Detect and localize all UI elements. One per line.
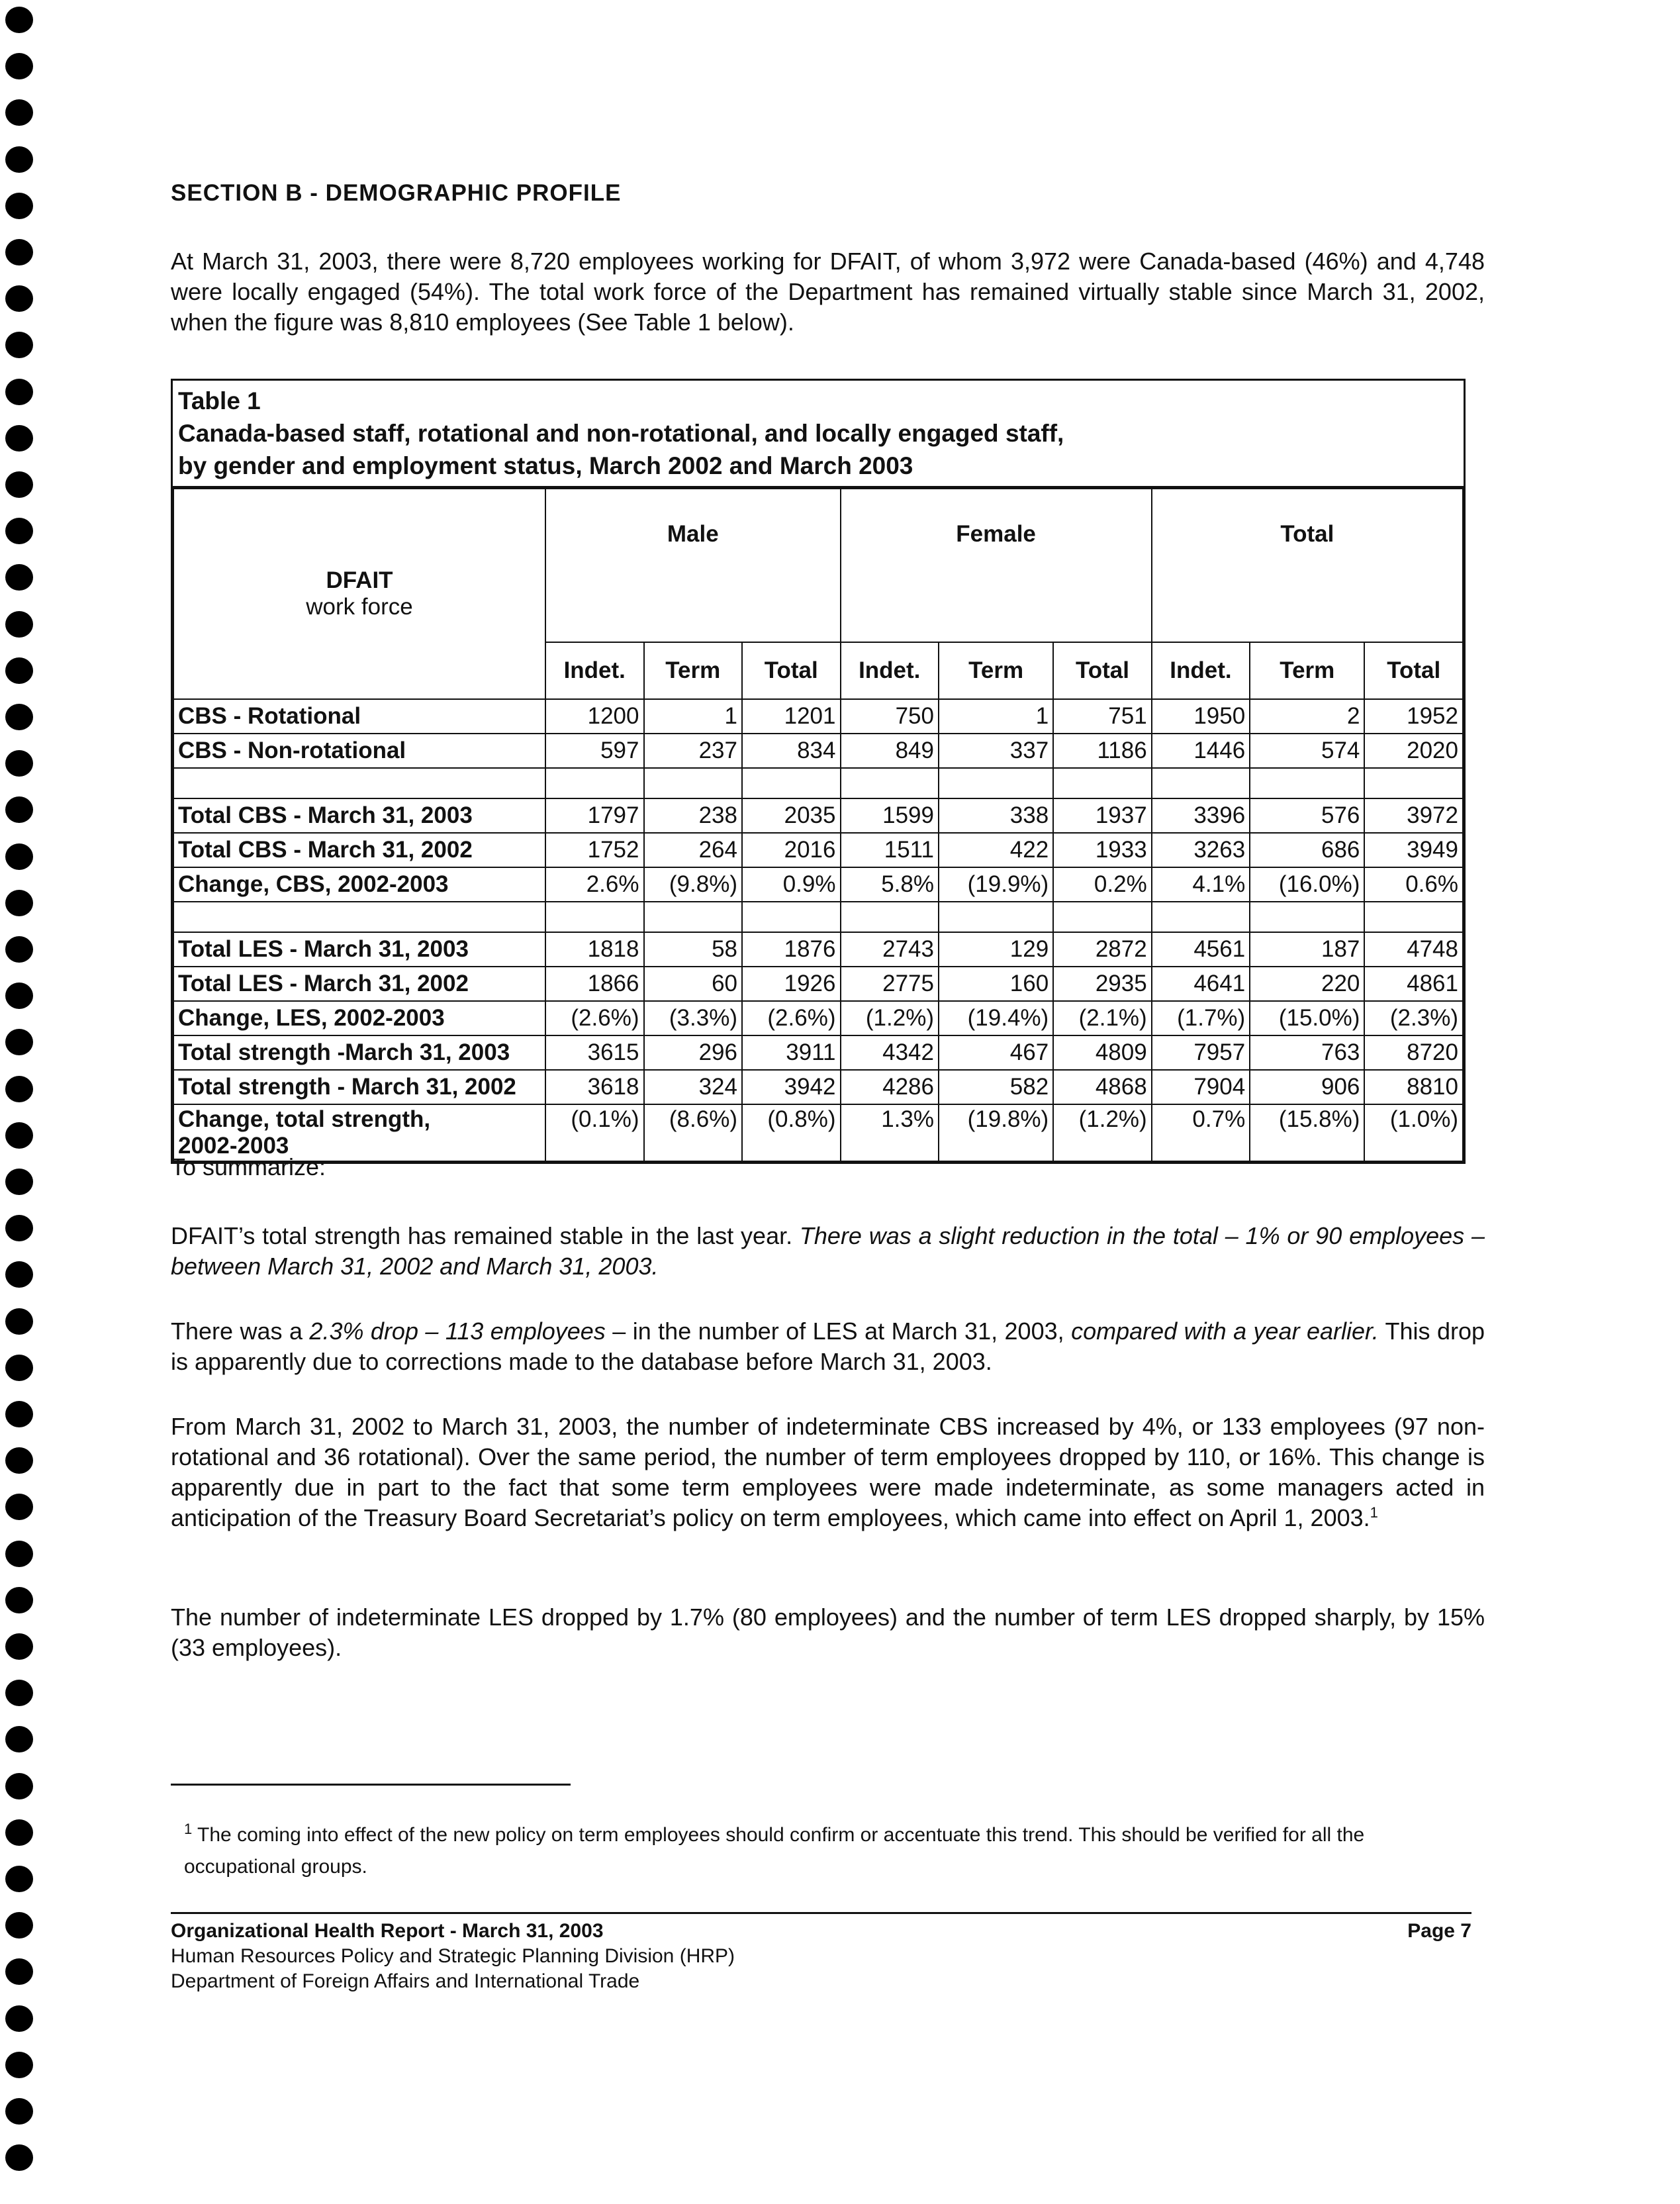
table-cell: 1797 — [545, 798, 644, 833]
spacer-cell — [742, 902, 841, 932]
column-subheader: Total — [1053, 642, 1152, 699]
footer-title: Organizational Health Report - March 31, 2003 — [171, 1920, 604, 1942]
table-row — [173, 798, 1463, 833]
column-subheader: Indet. — [1152, 642, 1250, 699]
binder-hole — [5, 704, 33, 730]
table-cell: (0.8%) — [742, 1104, 841, 1161]
table-cell: 238 — [644, 798, 743, 833]
table-cell: (0.1%) — [545, 1104, 644, 1161]
table-cell: 8810 — [1364, 1070, 1463, 1104]
spacer-cell — [939, 902, 1053, 932]
binder-hole — [5, 471, 33, 498]
row-label — [173, 798, 545, 833]
table-cell: 4748 — [1364, 932, 1463, 967]
table-cell: (19.4%) — [939, 1001, 1053, 1035]
spacer-cell — [742, 768, 841, 798]
table-cell: (19.9%) — [939, 867, 1053, 902]
table-cell: 574 — [1250, 734, 1364, 768]
table-cell: (1.2%) — [841, 1001, 939, 1035]
binder-hole — [5, 843, 33, 870]
row-label-text: Total CBS - March 31, 2002 — [178, 837, 473, 863]
footnote-text: The coming into effect of the new policy on term employees should confirm or accentuate this trend. This should be verified for all the occupational groups. — [184, 1824, 1365, 1878]
table-cell: 324 — [644, 1070, 743, 1104]
table-cell: 4641 — [1152, 967, 1250, 1001]
row-label — [173, 734, 545, 768]
row-label — [173, 932, 545, 967]
binder-hole — [5, 1819, 33, 1846]
table-cell: 2016 — [742, 833, 841, 867]
row-label — [173, 1001, 545, 1035]
table-cell: 1933 — [1053, 833, 1152, 867]
table-cell: (16.0%) — [1250, 867, 1364, 902]
binder-hole — [5, 982, 33, 1009]
binder-hole — [5, 1726, 33, 1752]
table-cell: 1952 — [1364, 699, 1463, 734]
table-cell: 338 — [939, 798, 1053, 833]
page-footer — [171, 1919, 1471, 1994]
table-cell: 58 — [644, 932, 743, 967]
table-row — [173, 932, 1463, 967]
table-cell: 60 — [644, 967, 743, 1001]
table-cell: 1926 — [742, 967, 841, 1001]
binder-hole — [5, 518, 33, 544]
table-cell: 467 — [939, 1035, 1053, 1070]
table-cell: 1511 — [841, 833, 939, 867]
table-cell: 5.8% — [841, 867, 939, 902]
table-cell: 1186 — [1053, 734, 1152, 768]
binder-hole — [5, 1680, 33, 1706]
spacer-cell — [545, 768, 644, 798]
table-spacer-row — [173, 768, 1463, 798]
table-cell: 3618 — [545, 1070, 644, 1104]
binder-hole — [5, 796, 33, 823]
table-cell: 187 — [1250, 932, 1364, 967]
spacer-cell — [1152, 768, 1250, 798]
binder-hole — [5, 1541, 33, 1567]
table-cell: (19.8%) — [939, 1104, 1053, 1161]
row-label — [173, 867, 545, 902]
table-row — [173, 967, 1463, 1001]
header-work-force: work force — [306, 594, 413, 620]
binder-hole — [5, 1494, 33, 1520]
table-cell: 4868 — [1053, 1070, 1152, 1104]
table-cell: 2775 — [841, 967, 939, 1001]
table-cell: 422 — [939, 833, 1053, 867]
binder-holes — [5, 7, 40, 2198]
row-label-text: Change, LES, 2002-2003 — [178, 1005, 445, 1031]
binder-hole — [5, 1866, 33, 1892]
table-cell: 1818 — [545, 932, 644, 967]
table-cell: 1866 — [545, 967, 644, 1001]
table-spacer-row — [173, 902, 1463, 932]
binder-hole — [5, 1169, 33, 1195]
table-cell: 264 — [644, 833, 743, 867]
binder-hole — [5, 379, 33, 405]
table-row — [173, 734, 1463, 768]
table-cell: 4286 — [841, 1070, 939, 1104]
column-subheader: Total — [1364, 642, 1463, 699]
table-cell: 0.9% — [742, 867, 841, 902]
table-cell: 3615 — [545, 1035, 644, 1070]
column-subheader: Indet. — [545, 642, 644, 699]
row-label-text: Total strength -March 31, 2003 — [178, 1039, 510, 1065]
row-label-text: Change, CBS, 2002-2003 — [178, 871, 449, 897]
table-row — [173, 1001, 1463, 1035]
table-cell: 1937 — [1053, 798, 1152, 833]
spacer-cell — [1152, 902, 1250, 932]
binder-hole — [5, 2005, 33, 2032]
table-cell: (2.6%) — [742, 1001, 841, 1035]
table-cell: 3972 — [1364, 798, 1463, 833]
table-cell: 763 — [1250, 1035, 1364, 1070]
table-row — [173, 833, 1463, 867]
binder-hole — [5, 193, 33, 219]
binder-hole — [5, 1215, 33, 1241]
table-cell: 686 — [1250, 833, 1364, 867]
spacer-cell — [1250, 902, 1364, 932]
spacer-cell — [1364, 768, 1463, 798]
row-label — [173, 1070, 545, 1104]
row-label — [173, 967, 545, 1001]
binder-hole — [5, 1958, 33, 1985]
table-cell: 3263 — [1152, 833, 1250, 867]
p2-text-e: This drop is apparently due to corrections made to the database before March 31, 2003. — [171, 1318, 1485, 1375]
header-dfait: DFAIT — [326, 567, 393, 593]
binder-hole — [5, 1633, 33, 1660]
binder-hole — [5, 239, 33, 265]
spacer-cell — [841, 902, 939, 932]
table-cell: 1446 — [1152, 734, 1250, 768]
spacer-cell — [644, 902, 743, 932]
table-cell: 2.6% — [545, 867, 644, 902]
table-cell: 2743 — [841, 932, 939, 967]
binder-hole — [5, 936, 33, 963]
spacer-cell — [644, 768, 743, 798]
p3-text: From March 31, 2002 to March 31, 2003, the number of indeterminate CBS increased by 4%, or 133 employees (97 non-rotational and 36 rotational). Over the same period, the number of term employees dropped by 110, or 16%. This change is apparently due in part to the fact that some term employees were made indeterminate, as some managers acted in anticipation of the Treasury Board Secretariat’s policy on term employees, which came into effect on April 1, 2003. — [171, 1413, 1485, 1531]
binder-hole — [5, 1261, 33, 1288]
binder-hole — [5, 890, 33, 916]
table-cell: 2 — [1250, 699, 1364, 734]
table-cell: 576 — [1250, 798, 1364, 833]
table-cell: 237 — [644, 734, 743, 768]
table-1 — [171, 379, 1466, 1164]
row-label-text: CBS - Non-rotational — [178, 738, 406, 763]
spacer-cell — [1053, 902, 1152, 932]
table-cell: 1599 — [841, 798, 939, 833]
footnote-reference: 1 — [1370, 1504, 1378, 1521]
table-row — [173, 1035, 1463, 1070]
table-cell: 3942 — [742, 1070, 841, 1104]
table-cell: 4809 — [1053, 1035, 1152, 1070]
table-cell: (15.8%) — [1250, 1104, 1364, 1161]
binder-hole — [5, 285, 33, 312]
summary-intro: To summarize: — [171, 1153, 326, 1180]
table-cell: 7904 — [1152, 1070, 1250, 1104]
binder-hole — [5, 1076, 33, 1102]
footnote — [184, 1819, 1442, 1883]
table-cell: 1 — [939, 699, 1053, 734]
table-cell: 750 — [841, 699, 939, 734]
workforce-table — [173, 488, 1464, 1162]
spacer-cell — [173, 768, 545, 798]
summary-paragraph-2 — [171, 1316, 1485, 1377]
table-cell: (1.7%) — [1152, 1001, 1250, 1035]
summary-paragraph-1 — [171, 1221, 1485, 1282]
spacer-cell — [841, 768, 939, 798]
table-cell: 834 — [742, 734, 841, 768]
spacer-cell — [1250, 768, 1364, 798]
table-cell: 4561 — [1152, 932, 1250, 967]
table-cell: 849 — [841, 734, 939, 768]
table-title-line-1: Table 1 — [178, 387, 261, 414]
binder-hole — [5, 750, 33, 777]
table-cell: 582 — [939, 1070, 1053, 1104]
table-cell: (8.6%) — [644, 1104, 743, 1161]
binder-hole — [5, 1122, 33, 1149]
column-subheader: Total — [742, 642, 841, 699]
binder-hole — [5, 146, 33, 173]
binder-hole — [5, 1401, 33, 1427]
table-cell: (3.3%) — [644, 1001, 743, 1035]
table-cell: 2935 — [1053, 967, 1152, 1001]
table-row — [173, 699, 1463, 734]
table-cell: 1 — [644, 699, 743, 734]
binder-hole — [5, 1447, 33, 1474]
table-cell: 906 — [1250, 1070, 1364, 1104]
binder-hole — [5, 564, 33, 591]
table-cell: 1201 — [742, 699, 841, 734]
table-cell: (9.8%) — [644, 867, 743, 902]
spacer-cell — [1364, 902, 1463, 932]
row-label-text: Total strength - March 31, 2002 — [178, 1074, 516, 1100]
footnote-divider — [171, 1784, 571, 1786]
p2-italic-b: 2.3% drop – 113 employees — [309, 1318, 606, 1345]
row-label — [173, 699, 545, 734]
table-cell: 0.6% — [1364, 867, 1463, 902]
dfait-workforce-header — [173, 489, 545, 699]
binder-hole — [5, 1355, 33, 1381]
table-cell: (2.1%) — [1053, 1001, 1152, 1035]
table-row — [173, 867, 1463, 902]
table-cell: 3949 — [1364, 833, 1463, 867]
binder-hole — [5, 1773, 33, 1799]
group-header-female: Female — [841, 489, 1152, 642]
p2-italic-d: compared with a year earlier. — [1071, 1318, 1379, 1345]
intro-paragraph: At March 31, 2003, there were 8,720 employees working for DFAIT, of whom 3,972 were Canada-based (46%) and 4,748 were locally engaged (54%). The total work force of the Department has remained virtually stable since March 31, 2002, when the figure was 8,810 employees (See Table 1 below). — [171, 248, 1485, 336]
p2-text-c: – in the number of LES at March 31, 2003, — [605, 1318, 1072, 1345]
table-cell: 1752 — [545, 833, 644, 867]
table-cell: 3911 — [742, 1035, 841, 1070]
footnote-mark: 1 — [184, 1821, 193, 1837]
table-cell: 220 — [1250, 967, 1364, 1001]
spacer-cell — [939, 768, 1053, 798]
footer-division: Human Resources Policy and Strategic Planning Division (HRP) — [171, 1945, 735, 1967]
row-label-text: CBS - Rotational — [178, 703, 361, 729]
column-subheader: Term — [1250, 642, 1364, 699]
table-title-line-2: Canada-based staff, rotational and non-rotational, and locally engaged staff, — [178, 420, 1064, 447]
table-row — [173, 1070, 1463, 1104]
row-label-text: Total CBS - March 31, 2003 — [178, 802, 473, 828]
table-cell: 337 — [939, 734, 1053, 768]
table-cell: (2.6%) — [545, 1001, 644, 1035]
binder-hole — [5, 2098, 33, 2125]
row-label-text: Change, total strength, — [178, 1106, 431, 1132]
p1-italic: There was a slight reduction in the total – 1% or 90 employees – between March 31, 2002 and March 31, 2003. — [171, 1222, 1485, 1280]
binder-hole — [5, 1308, 33, 1335]
table-cell: 2020 — [1364, 734, 1463, 768]
table-cell: (1.2%) — [1053, 1104, 1152, 1161]
summary-paragraph-3 — [171, 1412, 1485, 1533]
table-cell: 0.2% — [1053, 867, 1152, 902]
table-cell: (15.0%) — [1250, 1001, 1364, 1035]
binder-hole — [5, 332, 33, 358]
binder-hole — [5, 611, 33, 638]
table-cell: 4342 — [841, 1035, 939, 1070]
row-label-text: Total LES - March 31, 2002 — [178, 971, 469, 996]
page-number: Page 7 — [1407, 1920, 1471, 1942]
binder-hole — [5, 2052, 33, 2078]
table-title-line-3: by gender and employment status, March 2002 and March 2003 — [178, 452, 913, 479]
table-cell: 0.7% — [1152, 1104, 1250, 1161]
table-body — [173, 699, 1463, 1161]
table-cell: (1.0%) — [1364, 1104, 1463, 1161]
row-label-text-2: 2002-2003 — [178, 1133, 289, 1159]
row-label — [173, 1035, 545, 1070]
table-cell: 129 — [939, 932, 1053, 967]
binder-hole — [5, 425, 33, 452]
footer-divider — [171, 1912, 1471, 1914]
table-cell: 2872 — [1053, 932, 1152, 967]
p1-text: DFAIT’s total strength has remained stable in the last year. — [171, 1222, 800, 1249]
table-cell: 160 — [939, 967, 1053, 1001]
footer-department: Department of Foreign Affairs and International Trade — [171, 1970, 640, 1992]
table-cell: 4861 — [1364, 967, 1463, 1001]
row-label-text: Total LES - March 31, 2003 — [178, 936, 469, 962]
binder-hole — [5, 53, 33, 79]
binder-hole — [5, 99, 33, 126]
binder-hole — [5, 657, 33, 684]
binder-hole — [5, 1029, 33, 1055]
table-title — [173, 381, 1464, 488]
table-cell: 3396 — [1152, 798, 1250, 833]
table-cell: 1950 — [1152, 699, 1250, 734]
spacer-cell — [1053, 768, 1152, 798]
row-label — [173, 833, 545, 867]
table-cell: 1200 — [545, 699, 644, 734]
table-cell: 1876 — [742, 932, 841, 967]
binder-hole — [5, 2144, 33, 2171]
binder-hole — [5, 1587, 33, 1613]
group-header-male: Male — [545, 489, 841, 642]
table-cell: 2035 — [742, 798, 841, 833]
column-subheader: Indet. — [841, 642, 939, 699]
table-cell: 7957 — [1152, 1035, 1250, 1070]
table-cell: 296 — [644, 1035, 743, 1070]
table-cell: 8720 — [1364, 1035, 1463, 1070]
table-cell: 597 — [545, 734, 644, 768]
p2-text-a: There was a — [171, 1318, 310, 1345]
summary-paragraph-4: The number of indeterminate LES dropped by 1.7% (80 employees) and the number of term LES dropped sharply, by 15% (33 employees). — [171, 1604, 1485, 1661]
binder-hole — [5, 7, 33, 33]
column-subheader: Term — [644, 642, 743, 699]
column-subheader: Term — [939, 642, 1053, 699]
table-cell: (2.3%) — [1364, 1001, 1463, 1035]
table-cell: 4.1% — [1152, 867, 1250, 902]
table-cell: 1.3% — [841, 1104, 939, 1161]
table-cell: 751 — [1053, 699, 1152, 734]
binder-hole — [5, 1912, 33, 1939]
section-heading: SECTION B - DEMOGRAPHIC PROFILE — [171, 180, 622, 206]
spacer-cell — [173, 902, 545, 932]
spacer-cell — [545, 902, 644, 932]
group-header-total: Total — [1152, 489, 1463, 642]
